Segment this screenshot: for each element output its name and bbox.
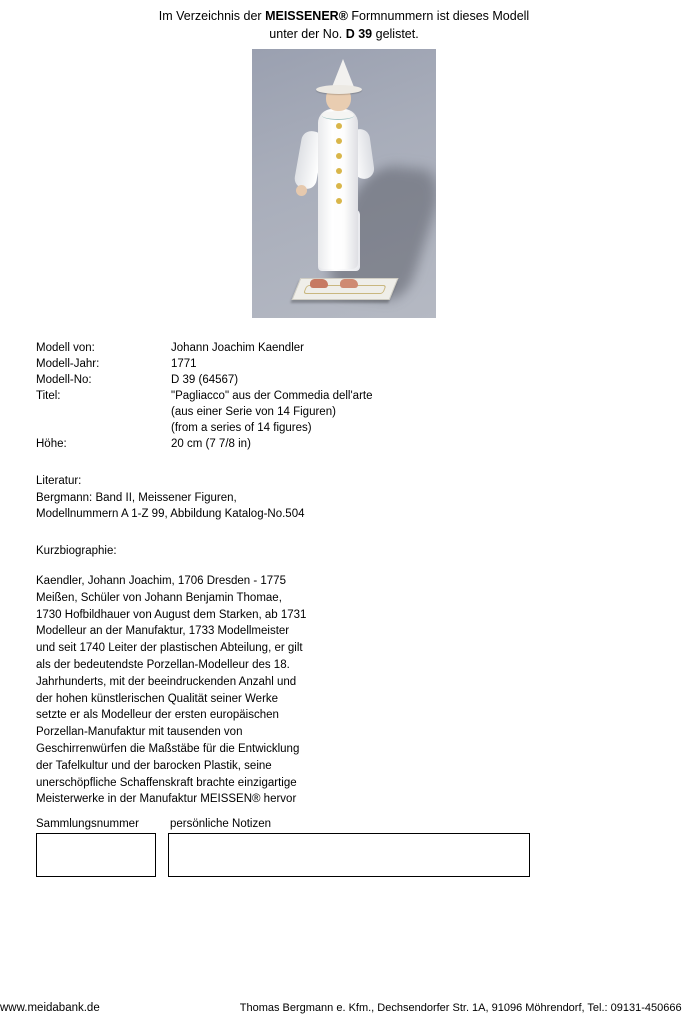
model-details [0, 340, 688, 452]
table-row [36, 436, 373, 452]
header-line-1 [0, 7, 688, 25]
detail-value: (aus einer Serie von 14 Figuren) [171, 406, 336, 418]
detail-label [36, 420, 171, 436]
form-fields [36, 818, 556, 877]
form-inputs [36, 833, 556, 877]
biography-line: der hohen künstlerischen Qualität seiner Werke [36, 692, 279, 705]
detail-value: 20 cm (7 7/8 in) [171, 438, 251, 450]
header-line-1-post: Formnummern ist dieses Modell [347, 9, 530, 23]
header-line-1-pre: Im Verzeichnis der [158, 9, 266, 23]
table-row [36, 388, 373, 404]
literature-line: Modellnummern A 1-Z 99, Abbildung Katalog-No.504 [36, 508, 305, 520]
header-model-number: D 39 [345, 27, 373, 41]
biography-line: setzte er als Modelleur der ersten europäischen [36, 709, 279, 722]
footer-contact-info: Thomas Bergmann e. Kfm., Dechsendorfer Str. 1A, 91096 Möhrendorf, Tel.: 09131-450666 [239, 1002, 682, 1014]
collection-number-input[interactable] [36, 833, 156, 877]
biography-heading: Kurzbiographie: [36, 544, 117, 557]
biography-line: Jahrhunderts, mit der beeindruckenden Anzahl und [36, 675, 297, 688]
detail-value: 1771 [171, 358, 197, 370]
biography-line: Kaendler, Johann Joachim, 1706 Dresden - 1775 [36, 575, 286, 587]
detail-label [36, 404, 171, 420]
table-row [36, 404, 373, 420]
biography-line: unerschöpfliche Schaffenskraft brachte einzigartige [36, 776, 297, 789]
detail-label: Modell-Jahr: [36, 358, 100, 370]
detail-value: "Pagliacco" aus der Commedia dell'arte [171, 390, 373, 402]
detail-label: Modell von: [36, 342, 95, 354]
figure-buttons [336, 123, 342, 209]
figure-hat-brim [316, 85, 362, 94]
detail-label: Höhe: [36, 438, 67, 450]
personal-notes-label: persönliche Notizen [170, 818, 272, 830]
biography-line: 1730 Hofbildhauer von August dem Starken, ab 1731 [36, 608, 307, 621]
biography-section [0, 543, 688, 809]
detail-value: Johann Joachim Kaendler [171, 342, 304, 354]
figure-shoe-left [310, 279, 328, 288]
detail-value: (from a series of 14 figures) [171, 422, 312, 434]
footer-row [0, 1002, 688, 1014]
header-line-2-pre: unter der No. [269, 27, 346, 41]
table-row [36, 356, 373, 372]
porcelain-figure-photo [252, 49, 436, 318]
biography-body [36, 573, 688, 808]
detail-value: D 39 (64567) [171, 374, 239, 386]
form-captions [36, 818, 556, 830]
model-details-table [36, 340, 373, 452]
figure-shoe-right [340, 279, 358, 288]
table-row [36, 420, 373, 436]
literature-heading: Literatur: [36, 475, 82, 487]
catalog-header [0, 0, 688, 43]
header-line-2 [0, 25, 688, 43]
biography-line: und seit 1740 Leiter der plastischen Abteilung, er gilt [36, 642, 303, 655]
biography-line: der Tafelkultur und der barocken Plastik, seine [36, 759, 272, 772]
header-brand: MEISSENER® [265, 9, 348, 23]
page-footer [0, 1002, 688, 1014]
figure-collar [322, 111, 354, 120]
figure-hand-left [296, 185, 307, 196]
table-row [36, 340, 373, 356]
biography-line: Porzellan-Manufaktur mit tausenden von [36, 726, 243, 739]
literature-section [0, 473, 688, 523]
header-line-2-post: gelistet. [372, 27, 419, 41]
biography-line: Meißen, Schüler von Johann Benjamin Thomae, [36, 591, 282, 604]
figure-hat-cone [332, 59, 354, 87]
detail-label: Modell-No: [36, 374, 92, 386]
table-row [36, 372, 373, 388]
biography-line: als der bedeutendste Porzellan-Modelleur des 18. [36, 658, 290, 671]
figure-image-container [0, 49, 688, 318]
literature-line: Bergmann: Band II, Meissener Figuren, [36, 491, 237, 504]
biography-line: Geschirrenwürfen die Maßstäbe für die Entwicklung [36, 742, 300, 755]
detail-label: Titel: [36, 390, 61, 402]
biography-line: Meisterwerke in der Manufaktur MEISSEN® hervor [36, 793, 297, 806]
footer-website-link[interactable]: www.meidabank.de [0, 1002, 100, 1014]
personal-notes-input[interactable] [168, 833, 530, 877]
biography-line: Modelleur an der Manufaktur, 1733 Modellmeister [36, 625, 290, 638]
collection-number-label: Sammlungsnummer [36, 818, 139, 830]
